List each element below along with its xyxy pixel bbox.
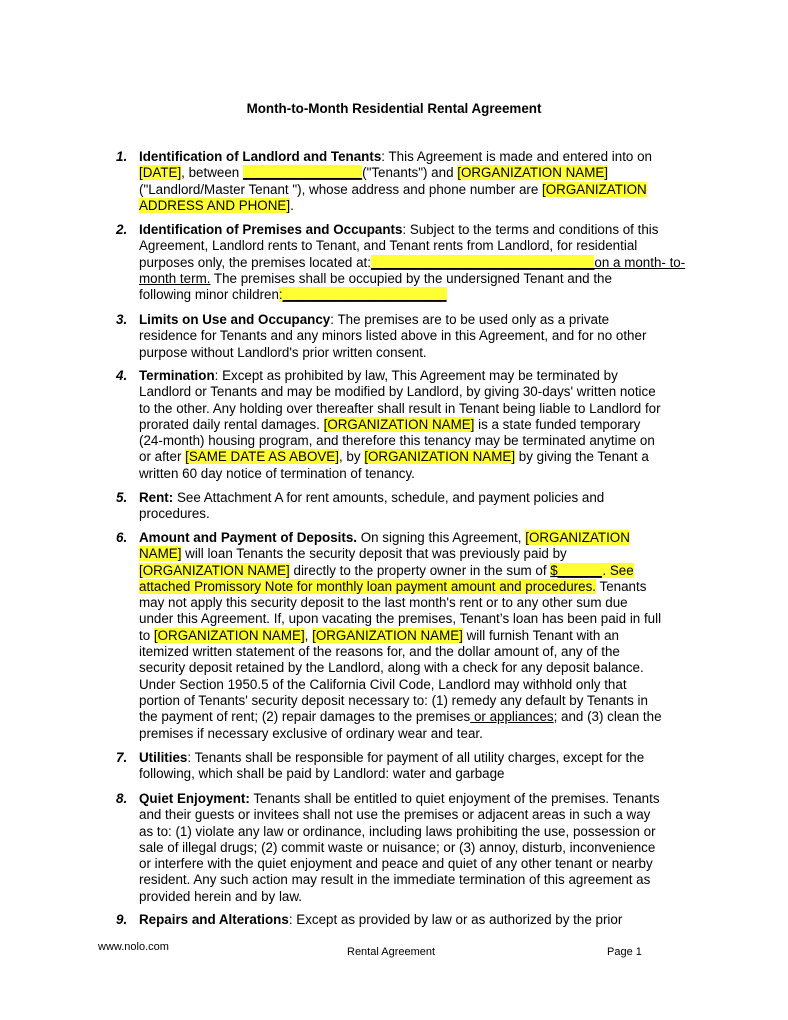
- text-run: under this Agreement. If, upon vacating the premises, Tenant’s loan has been paid in full: [139, 611, 662, 627]
- clause-line: [139, 579, 699, 595]
- clause-line: [139, 490, 699, 506]
- text-run: purpose without Landlord's prior written consent.: [139, 344, 427, 360]
- clause-text: [139, 149, 699, 214]
- text-run: Tenants shall be entitled to quiet enjoyment of the premises. Tenants: [249, 791, 660, 806]
- clause-line: [139, 530, 699, 546]
- clause-line: [139, 726, 699, 742]
- text-run: or appliances: [470, 709, 554, 725]
- highlighted-placeholder: [ORGANIZATION NAME]: [312, 627, 463, 643]
- clause-number: 9.: [116, 912, 128, 927]
- text-run: ("Landlord/Master Tenant "), whose address and phone number are: [139, 181, 543, 197]
- text-run: or after: [139, 449, 186, 465]
- clause-line: [139, 595, 699, 611]
- text-run: directly to the property owner in the sum of: [289, 562, 551, 578]
- text-run: following minor children: [139, 287, 279, 303]
- text-run: to the other. Any holding over thereafter shall result in Tenant being liable to Landlord for: [139, 400, 661, 416]
- text-run: Under Section 1950.5 of the California Civil Code, Landlord may withhold only that: [139, 676, 627, 692]
- highlighted-placeholder: ________________: [242, 165, 363, 181]
- clause-line: [139, 611, 699, 627]
- highlighted-placeholder: [ORGANIZATION: [542, 181, 647, 197]
- clause-line: [139, 328, 699, 344]
- text-run: as to: (1) violate any law or ordinance, including laws prohibiting the use, possession or: [139, 823, 656, 839]
- text-run: The premises shall be occupied by the undersigned Tenant and the: [210, 270, 612, 286]
- text-run: Landlord or Tenants and may be modified by Landlord, by giving 30-days' written notice: [139, 384, 656, 400]
- clause-line: [139, 287, 699, 303]
- clause-line: [139, 182, 699, 198]
- clause-line: [139, 198, 699, 214]
- text-run: (24-month) housing program, and therefore this tenancy may be terminated anytime on: [139, 433, 655, 449]
- clause-line: [139, 856, 699, 872]
- clause-heading: Amount and Payment of Deposits.: [139, 530, 357, 545]
- clause-line: [139, 255, 699, 271]
- clause-heading: Quiet Enjoyment:: [139, 791, 250, 806]
- text-run: may not apply this security deposit to the last month's rent or to any other sum due: [139, 595, 628, 611]
- clause-line: [139, 872, 699, 888]
- clause-line: [139, 766, 699, 782]
- text-run: .: [290, 197, 294, 213]
- text-run: procedures.: [139, 506, 210, 522]
- clause-line: [139, 709, 699, 725]
- clause-line: [139, 384, 699, 400]
- text-run: and their guests or invitees shall not use the premises or adjacent areas in such a way: [139, 807, 651, 823]
- clause-line: [139, 912, 699, 928]
- clause-number: 4.: [116, 368, 128, 383]
- clause-line: [139, 401, 699, 417]
- clause-line: [139, 644, 699, 660]
- clause-line: [139, 312, 699, 328]
- text-run: , between: [181, 165, 243, 181]
- clause-number: 6.: [116, 530, 128, 545]
- clause-number: 1.: [116, 149, 128, 164]
- clause-number: 8.: [116, 791, 128, 806]
- text-run: month term.: [139, 270, 211, 286]
- clause-number: 2.: [116, 222, 128, 237]
- highlighted-placeholder: NAME]: [139, 546, 182, 562]
- clause-line: [139, 677, 699, 693]
- clause-heading: Utilities: [139, 750, 188, 765]
- clause-text: [139, 791, 699, 905]
- text-run: provided herein and by law.: [139, 888, 303, 904]
- highlighted-placeholder: ______________________: [282, 287, 447, 303]
- text-run: to: [139, 627, 154, 643]
- highlighted-placeholder: ______________________________: [370, 254, 595, 270]
- text-run: On signing this Agreement,: [357, 530, 526, 545]
- highlighted-placeholder: [ORGANIZATION NAME]: [364, 449, 516, 465]
- highlighted-placeholder: [ORGANIZATION: [525, 530, 630, 545]
- clause-text: [139, 912, 699, 928]
- clause-number: 5.: [116, 490, 128, 505]
- text-run: See Attachment A for rent amounts, schedule, and payment policies and: [173, 490, 605, 505]
- clause-line: [139, 628, 699, 644]
- footer-page-number: Page 1: [607, 946, 642, 958]
- text-run: written 60 day notice of termination of tenancy.: [139, 465, 415, 481]
- clause-line: [139, 791, 699, 807]
- text-run: following, which shall be paid by Landlord: water and garbage: [139, 766, 505, 782]
- highlighted-placeholder: ADDRESS AND PHONE]: [139, 197, 291, 213]
- clause-heading: Identification of Landlord and Tenants: [139, 149, 382, 164]
- clause-line: [139, 563, 699, 579]
- text-run: sale of illegal drugs; (2) commit waste or nuisance; or (3) annoy, disturb, inconvenience: [139, 839, 656, 855]
- clause-line: [139, 149, 699, 165]
- clause-line: [139, 840, 699, 856]
- clause-text: [139, 750, 699, 783]
- clause-heading: Repairs and Alterations: [139, 912, 289, 927]
- text-run: by giving the Tenant a: [515, 449, 649, 465]
- clause-line: [139, 807, 699, 823]
- clause-text: [139, 222, 699, 303]
- text-run: portion of Tenants' security deposit necessary to: (1) remedy any default by Tenants in: [139, 692, 648, 708]
- text-run: is a state funded temporary: [474, 416, 641, 432]
- text-run: Agreement, Landlord rents to Tenant, and Tenant rents from Landlord, for residential: [139, 238, 638, 254]
- highlighted-placeholder: attached Promissory Note for monthly loan payment amount and procedures.: [139, 578, 597, 594]
- clause-line: [139, 466, 699, 482]
- clause-line: [139, 271, 699, 287]
- text-run: on a month- to-: [594, 254, 686, 270]
- clause-number: 3.: [116, 312, 128, 327]
- text-run: : Except as provided by law or as authorized by the prior: [288, 912, 623, 927]
- clause-line: [139, 889, 699, 905]
- highlighted-placeholder: [ORGANIZATION NAME]: [323, 416, 475, 432]
- text-run: , by: [338, 449, 365, 465]
- text-run: will furnish Tenant with an: [462, 627, 619, 643]
- text-run: will loan Tenants the security deposit that was previously paid by: [181, 546, 567, 562]
- text-run: premises if necessary exclusive of ordinary wear and tear.: [139, 725, 483, 741]
- footer-doc-name: Rental Agreement: [347, 946, 436, 958]
- text-run: itemized written statement of the reasons for, and the dollar amount of, any of the: [139, 644, 620, 660]
- clause-line: [139, 368, 699, 384]
- highlighted-placeholder: [ORGANIZATION NAME]: [139, 562, 290, 578]
- text-run: ("Tenants") and: [362, 165, 458, 181]
- clause-line: [139, 449, 699, 465]
- text-run: : Except as prohibited by law, This Agreement may be terminated by: [214, 368, 618, 383]
- text-run: ,: [304, 627, 313, 643]
- clause-line: [139, 345, 699, 361]
- clause-line: [139, 506, 699, 522]
- clause-line: [139, 546, 699, 562]
- clause-line: [139, 660, 699, 676]
- text-run: : Subject to the terms and conditions of this: [402, 222, 659, 237]
- clause-heading: Limits on Use and Occupancy: [139, 312, 331, 327]
- highlighted-placeholder: $______: [550, 562, 603, 578]
- document-title: Month-to-Month Residential Rental Agreement: [246, 101, 542, 116]
- text-run: : This Agreement is made and entered into on: [381, 149, 652, 164]
- clause-line: [139, 165, 699, 181]
- clause-line: [139, 417, 699, 433]
- text-run: Tenants: [596, 578, 647, 594]
- text-run: purposes only, the premises located at:: [139, 254, 371, 270]
- clause-text: [139, 530, 699, 742]
- clause-line: [139, 222, 699, 238]
- text-run: ; and (3) clean the: [553, 709, 662, 725]
- text-run: residence for Tenants and any minors listed above in this Agreement, and for no other: [139, 328, 647, 344]
- footer-website: www.nolo.com: [98, 941, 169, 953]
- text-run: : The premises are to be used only as a private: [330, 312, 610, 327]
- highlighted-placeholder: [DATE]: [139, 165, 182, 181]
- clause-line: [139, 693, 699, 709]
- clause-heading: Termination: [139, 368, 215, 383]
- clause-line: [139, 750, 699, 766]
- text-run: resident. Any such action may result in the immediate termination of this agreement as: [139, 872, 651, 888]
- text-run: the payment of rent; (2) repair damages to the premises: [139, 709, 471, 725]
- clause-number: 7.: [116, 750, 128, 765]
- text-run: or interfere with the quiet enjoyment and peace and quiet of any other tenant or nearby: [139, 856, 653, 872]
- clause-text: [139, 312, 699, 361]
- highlighted-placeholder: [SAME DATE AS ABOVE]: [185, 449, 339, 465]
- highlighted-placeholder: . See: [602, 562, 634, 578]
- highlighted-placeholder: [ORGANIZATION NAME]: [457, 165, 609, 181]
- highlighted-placeholder: :: [278, 287, 283, 303]
- text-run: prorated daily rental damages.: [139, 416, 324, 432]
- clause-text: [139, 368, 699, 482]
- clause-line: [139, 824, 699, 840]
- text-run: : Tenants shall be responsible for payment of all utility charges, except for the: [187, 750, 645, 765]
- clause-line: [139, 433, 699, 449]
- highlighted-placeholder: [ORGANIZATION NAME]: [153, 627, 305, 643]
- clause-text: [139, 490, 699, 523]
- clause-line: [139, 238, 699, 254]
- clause-heading: Rent:: [139, 490, 174, 505]
- clause-heading: Identification of Premises and Occupants: [139, 222, 403, 237]
- text-run: security deposit retained by the Landlord, along with a check for any deposit balance.: [139, 660, 644, 676]
